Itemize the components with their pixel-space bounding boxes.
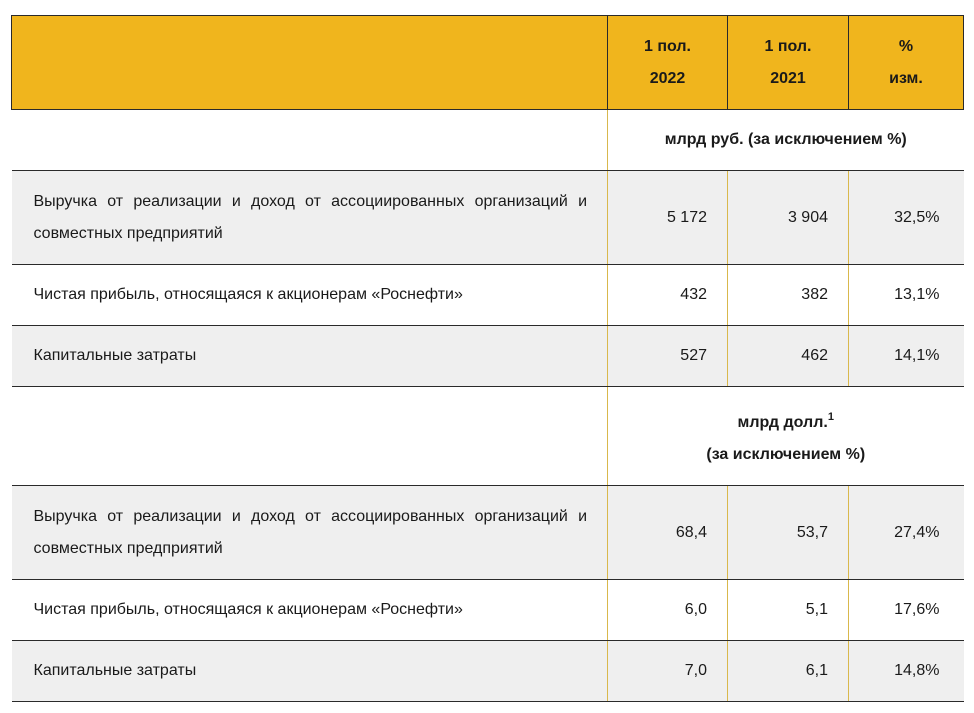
value-2022: 527 — [608, 326, 728, 387]
footnote-marker: 1 — [827, 411, 834, 423]
header-period-label: 1 пол. — [644, 37, 691, 55]
value-2021: 5,1 — [728, 580, 849, 641]
table-row — [12, 326, 964, 387]
value-2022: 7,0 — [608, 641, 728, 702]
row-label: Выручка от реализации и доход от ассоциированных организаций и совместных предприятий — [12, 486, 608, 580]
unit-row-rub — [12, 110, 964, 171]
value-2022: 432 — [608, 265, 728, 326]
value-2021: 462 — [728, 326, 849, 387]
header-change — [849, 16, 964, 110]
header-h1-2022 — [608, 16, 728, 110]
row-label: Чистая прибыль, относящаяся к акционерам «Роснефти» — [12, 580, 608, 641]
table-row — [12, 580, 964, 641]
value-change: 14,8% — [849, 641, 964, 702]
row-label: Капитальные затраты — [12, 641, 608, 702]
value-change: 17,6% — [849, 580, 964, 641]
value-2022: 68,4 — [608, 486, 728, 580]
row-label: Чистая прибыль, относящаяся к акционерам «Роснефти» — [12, 265, 608, 326]
unit-label-rub: млрд руб. (за исключением %) — [608, 110, 964, 171]
table-row — [12, 265, 964, 326]
table-header-row — [12, 16, 964, 110]
value-2022: 6,0 — [608, 580, 728, 641]
value-change: 32,5% — [849, 171, 964, 265]
unit-usd-line2: (за исключением %) — [706, 446, 866, 463]
header-percent-label: % — [898, 37, 914, 55]
header-empty-cell — [12, 16, 608, 110]
row-label: Капитальные затраты — [12, 326, 608, 387]
table-row — [12, 641, 964, 702]
value-change: 13,1% — [849, 265, 964, 326]
value-change: 14,1% — [849, 326, 964, 387]
value-2021: 6,1 — [728, 641, 849, 702]
value-2021: 382 — [728, 265, 849, 326]
header-h1-2021 — [728, 16, 849, 110]
unit-label-usd — [608, 387, 964, 486]
header-period-label: 1 пол. — [764, 37, 812, 55]
value-2022: 5 172 — [608, 171, 728, 265]
value-2021: 3 904 — [728, 171, 849, 265]
unit-usd-line1: млрд долл. — [737, 414, 828, 431]
financial-table-container — [11, 15, 964, 702]
header-change-label: изм. — [889, 69, 923, 87]
table-row — [12, 171, 964, 265]
table-row — [12, 486, 964, 580]
value-2021: 53,7 — [728, 486, 849, 580]
header-year-label: 2021 — [770, 69, 806, 87]
row-label: Выручка от реализации и доход от ассоциированных организаций и совместных предприятий — [12, 171, 608, 265]
financial-results-table — [11, 15, 964, 702]
unit-empty-cell — [12, 387, 608, 486]
unit-row-usd — [12, 387, 964, 486]
header-year-label: 2022 — [649, 69, 686, 87]
unit-empty-cell — [12, 110, 608, 171]
value-change: 27,4% — [849, 486, 964, 580]
